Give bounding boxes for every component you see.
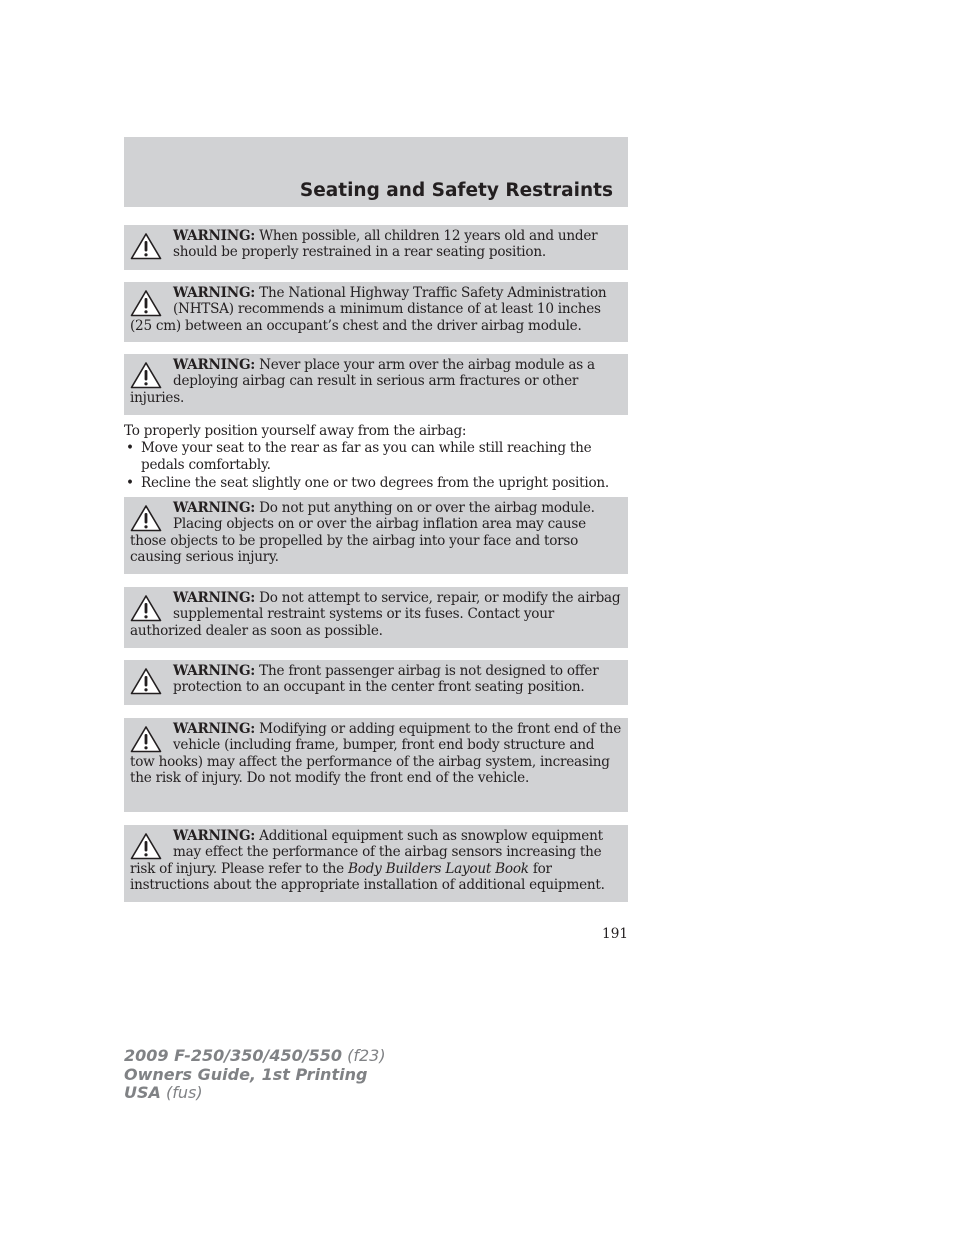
warning-text	[130, 663, 622, 696]
warning-triangle-icon	[130, 832, 162, 860]
footer-guide: Owners Guide, 1st Printing	[124, 1064, 368, 1084]
warning-label: WARNING:	[173, 590, 256, 606]
warning-box-children-rear-seat	[124, 225, 628, 270]
warning-body: When possible, all children 12 years old and under should be properly restrained in a rear seating position.	[173, 228, 598, 261]
warning-triangle-icon	[130, 725, 162, 753]
warning-box-objects-on-airbag	[124, 497, 628, 574]
warning-body: Modifying or adding equipment to the front end of the vehicle (including frame, bumper, front end body structure and tow hooks) may affect the performance of the airbag system, increasing the risk of injury. Do not modify the front end of the vehicle.	[130, 721, 621, 787]
warning-label: WARNING:	[173, 721, 256, 737]
footer-market: USA	[124, 1083, 161, 1102]
footer-line-model	[124, 1047, 386, 1066]
footer-model: 2009 F-250/350/450/550	[124, 1046, 342, 1065]
footer-line-market	[124, 1084, 386, 1103]
warning-text	[130, 590, 622, 639]
warning-box-center-seat	[124, 660, 628, 705]
warning-text	[130, 721, 622, 787]
list-item	[124, 475, 628, 491]
warning-body: The front passenger airbag is not designed to offer protection to an occupant in the center front seating position.	[173, 663, 599, 696]
warning-body: Additional equipment such as snowplow equipment may effect the performance of the airbag sensors increasing the risk of injury. Please refer to the	[130, 828, 603, 877]
footer-market-code: (fus)	[166, 1083, 203, 1102]
position-instructions	[124, 423, 628, 492]
warning-text	[130, 828, 622, 894]
warning-box-additional-equipment	[124, 825, 628, 902]
page-number: 191	[602, 926, 628, 942]
section-title: Seating and Safety Restraints	[299, 180, 613, 201]
warning-label: WARNING:	[173, 500, 256, 516]
warning-text	[130, 285, 622, 334]
warning-triangle-icon	[130, 361, 162, 389]
list-item	[124, 440, 628, 473]
list-item-text: Recline the seat slightly one or two degrees from the upright position.	[141, 475, 609, 492]
warning-body: Do not attempt to service, repair, or modify the airbag supplemental restraint systems or its fuses. Contact your authorized dealer as soon as possible.	[130, 590, 621, 639]
warning-text	[130, 500, 622, 566]
warning-triangle-icon	[130, 504, 162, 532]
warning-triangle-icon	[130, 232, 162, 260]
warning-body: The National Highway Traffic Safety Administration (NHTSA) recommends a minimum distance of at least 10 inches (25 cm) between an occupant’s chest and the driver airbag module.	[130, 285, 607, 334]
warning-body-continued: for instructions about the appropriate installation of additional equipment.	[130, 860, 605, 894]
position-intro: To properly position yourself away from the airbag:	[124, 423, 467, 439]
book-title-reference: Body Builders Layout Book	[348, 860, 529, 877]
warning-triangle-icon	[130, 667, 162, 695]
document-footer	[124, 1047, 386, 1103]
warning-label: WARNING:	[173, 663, 256, 679]
warning-box-arm-over-airbag	[124, 354, 628, 415]
warning-label: WARNING:	[173, 357, 256, 373]
warning-text	[130, 357, 622, 406]
list-item-text: Move your seat to the rear as far as you can while still reaching the pedals comfortably.	[141, 440, 592, 473]
warning-body: Do not put anything on or over the airbag module. Placing objects on or over the airbag inflation area may cause those objects to be propelled by the airbag into your face and torso causing serious injury.	[130, 500, 595, 566]
footer-model-code: (f23)	[347, 1046, 386, 1065]
warning-label: WARNING:	[173, 285, 256, 301]
warning-text	[130, 228, 622, 261]
section-header	[124, 137, 628, 207]
warning-box-nhtsa-distance	[124, 282, 628, 342]
bullet-glyph: •	[126, 440, 134, 457]
warning-body: Never place your arm over the airbag module as a deploying airbag can result in serious arm fractures or other injuries.	[130, 357, 595, 406]
warning-label: WARNING:	[173, 228, 256, 244]
bullet-glyph: •	[126, 475, 134, 492]
warning-triangle-icon	[130, 594, 162, 622]
warning-triangle-icon	[130, 289, 162, 317]
warning-label: WARNING:	[173, 828, 256, 844]
position-bullet-list	[124, 440, 628, 491]
footer-line-guide	[124, 1066, 386, 1085]
warning-box-service-airbag	[124, 587, 628, 648]
warning-box-front-end-modification	[124, 718, 628, 812]
